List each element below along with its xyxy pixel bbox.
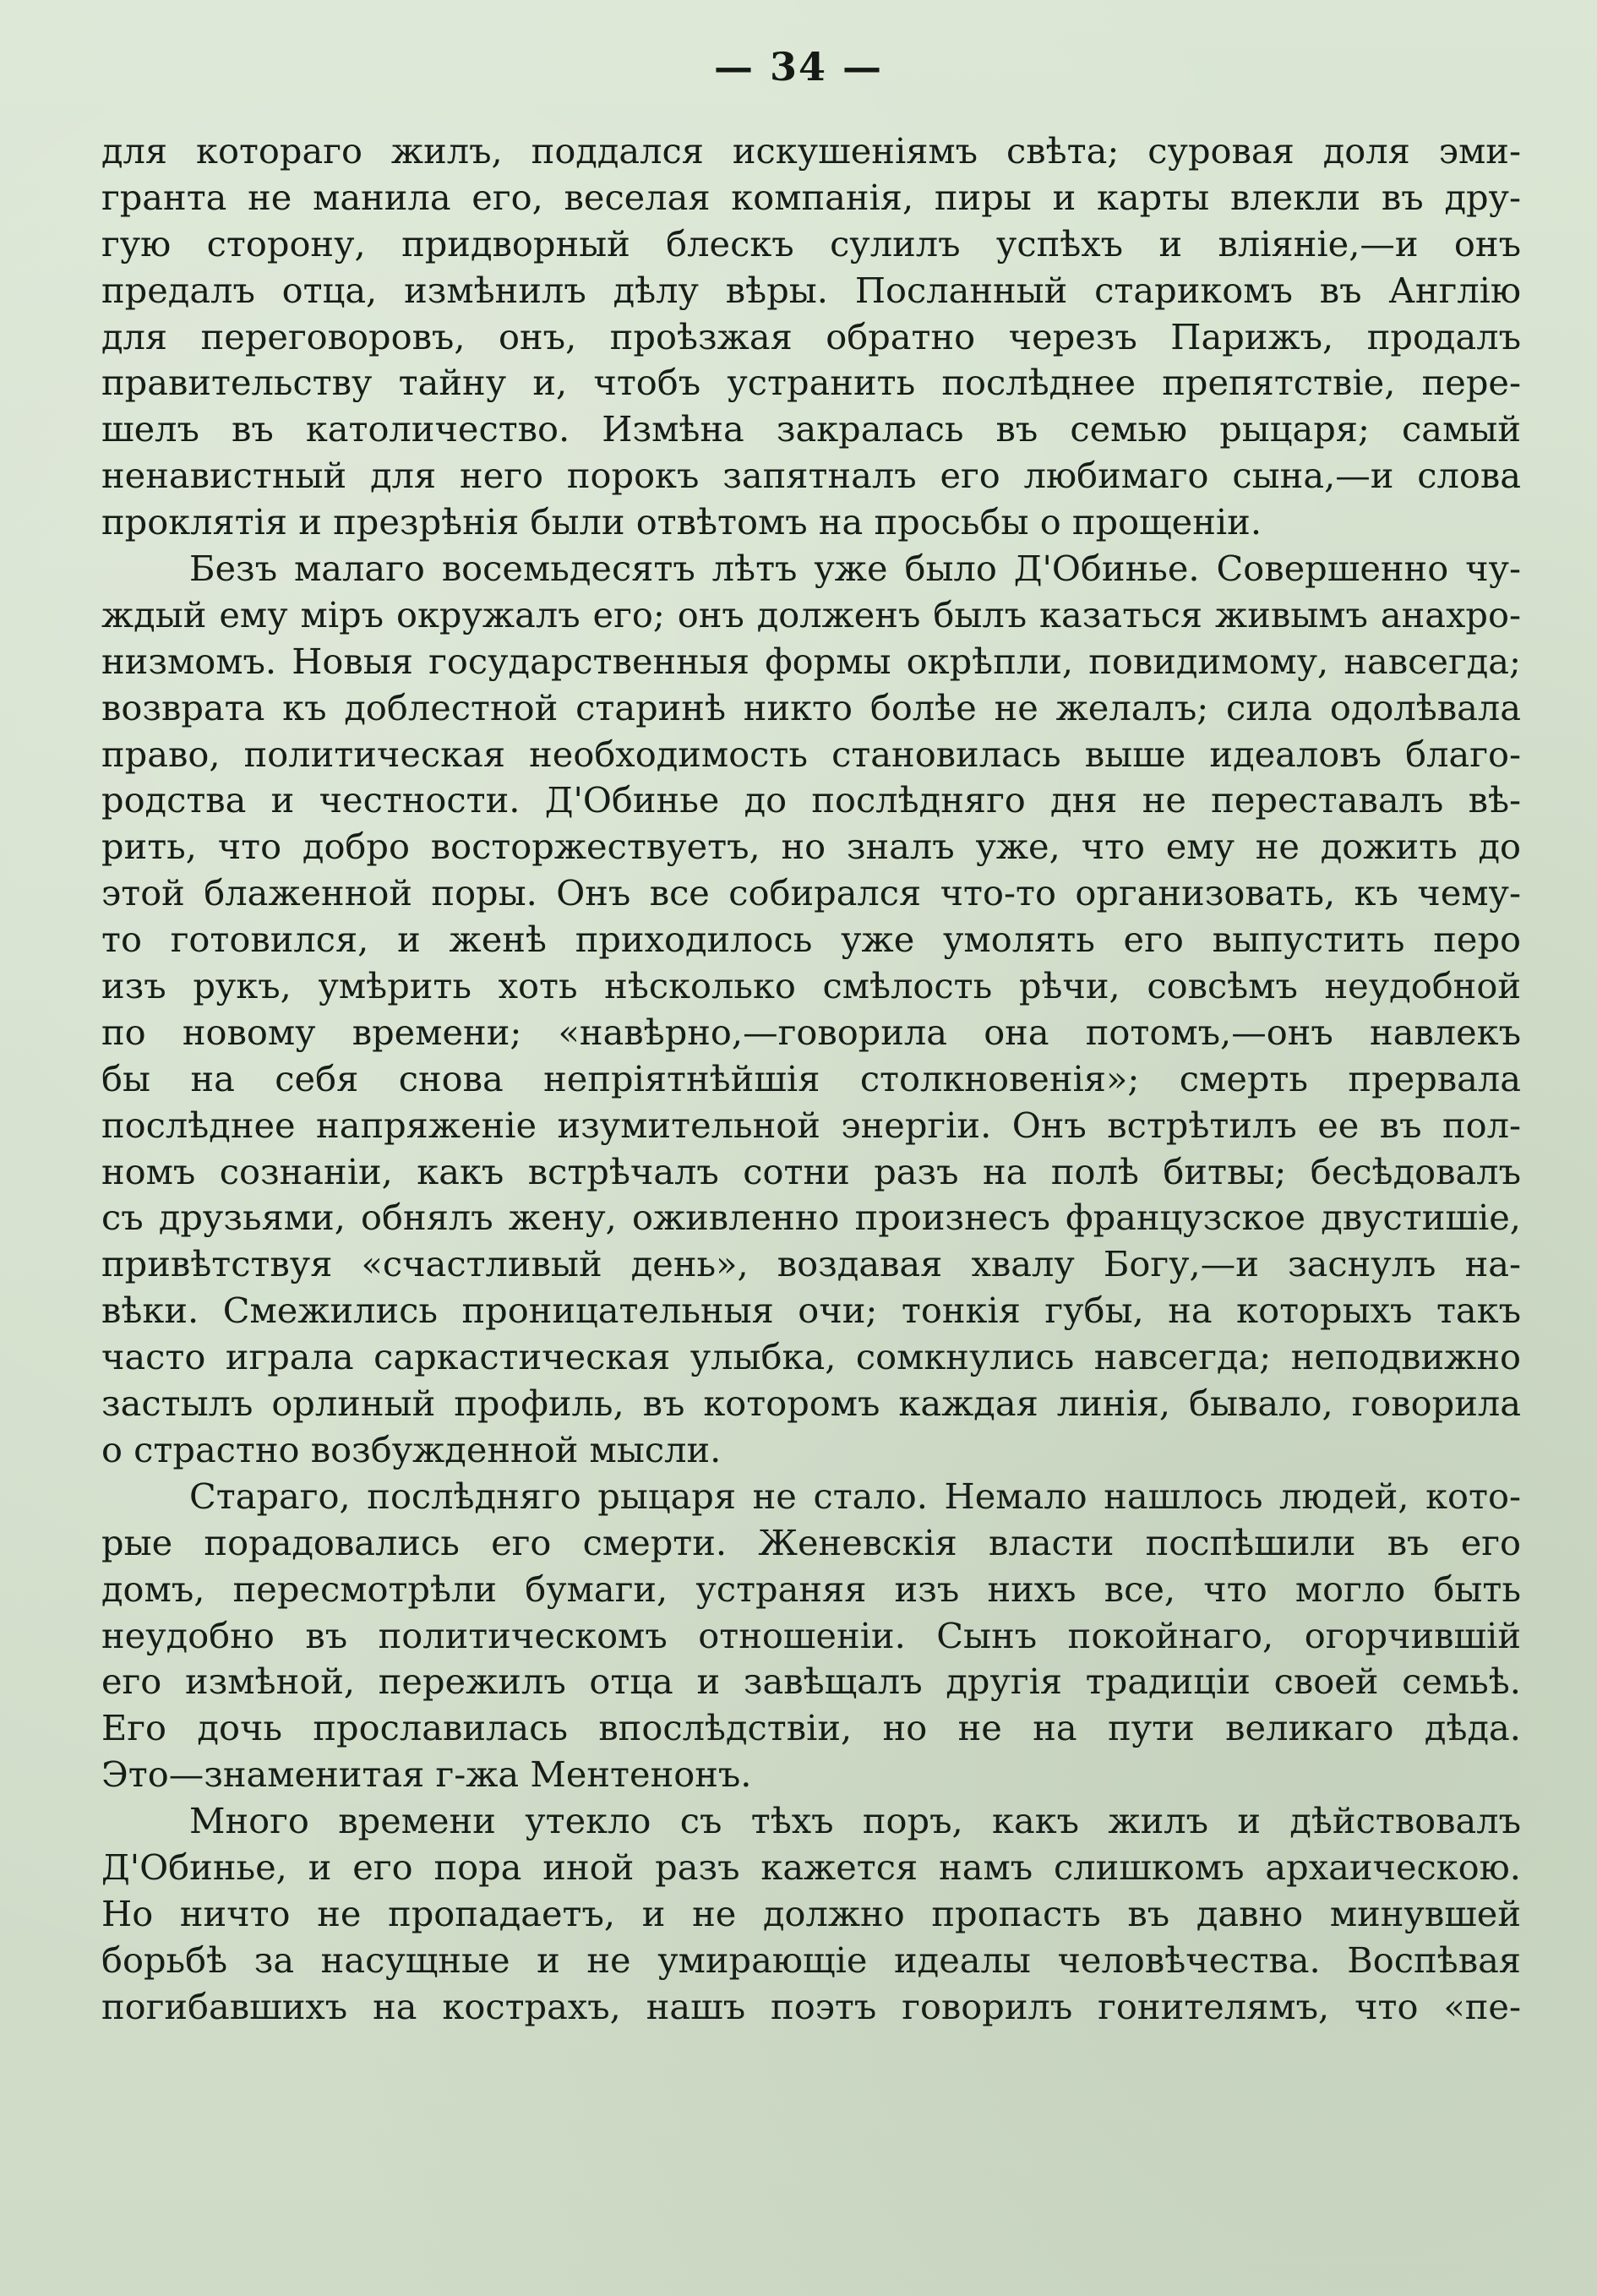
text-line: Но ничто не пропадаетъ, и не должно пропасть въ давно минувшей bbox=[101, 1892, 1521, 1934]
text-line: застылъ орлиный профиль, въ которомъ каждая линія, бывало, говорила bbox=[101, 1383, 1521, 1425]
text-line: возврата къ доблестной старинѣ никто болѣе не желалъ; сила одолѣвала bbox=[101, 686, 1521, 728]
text-line: предалъ отца, измѣнилъ дѣлу вѣры. Посланный старикомъ въ Англію bbox=[101, 269, 1521, 311]
text-line: съ друзьями, обнялъ жену, оживленно произнесъ французское двустишіе, bbox=[101, 1197, 1521, 1239]
text-line: борьбѣ за насущные и не умирающіе идеалы человѣчества. Воспѣвая bbox=[101, 1939, 1521, 1981]
text-line: ненавистный для него порокъ запятналъ его любимаго сына,—и слова bbox=[101, 455, 1521, 497]
text-line: рить, что добро восторжествуетъ, но зналъ уже, что ему не дожить до bbox=[101, 826, 1521, 868]
text-line: этой блаженной поры. Онъ все собирался что-то организовать, къ чему- bbox=[101, 872, 1521, 914]
text-line: домъ, пересмотрѣли бумаги, устраняя изъ нихъ все, что могло быть bbox=[101, 1568, 1521, 1610]
text-line: гранта не манила его, веселая компанія, пиры и карты влекли въ дру- bbox=[101, 176, 1521, 218]
text-line: изъ рукъ, умѣрить хоть нѣсколько смѣлость рѣчи, совсѣмъ неудобной bbox=[101, 965, 1521, 1007]
text-line: по новому времени; «навѣрно,—говорила она потомъ,—онъ навлекъ bbox=[101, 1011, 1521, 1053]
text-line: номъ сознаніи, какъ встрѣчалъ сотни разъ на полѣ битвы; бесѣдовалъ bbox=[101, 1150, 1521, 1192]
text-line: для переговоровъ, онъ, проѣзжая обратно черезъ Парижъ, продалъ bbox=[101, 315, 1521, 357]
text-line: Стараго, послѣдняго рыцаря не стало. Немало нашлось людей, кото- bbox=[189, 1475, 1521, 1517]
text-line: его измѣной, пережилъ отца и завѣщалъ другія традиціи своей семьѣ. bbox=[101, 1661, 1521, 1703]
text-line: часто играла саркастическая улыбка, сомкнулись навсегда; неподвижно bbox=[101, 1336, 1521, 1378]
text-line: бы на себя снова непріятнѣйшія столкновенія»; смерть прервала bbox=[101, 1057, 1521, 1099]
text-line: то готовился, и женѣ приходилось уже умолять его выпустить перо bbox=[101, 919, 1521, 961]
text-line: вѣки. Смежились проницательныя очи; тонкія губы, на которыхъ такъ bbox=[101, 1290, 1521, 1332]
text-line: привѣтствуя «счастливый день», воздавая хвалу Богу,—и заснулъ на- bbox=[101, 1243, 1521, 1285]
page-number: — 34 — bbox=[713, 44, 884, 90]
text-line: погибавшихъ на кострахъ, нашъ поэтъ говорилъ гонителямъ, что «пе- bbox=[101, 1985, 1521, 2027]
text-line: проклятія и презрѣнія были отвѣтомъ на просьбы о прощеніи. bbox=[101, 501, 1262, 543]
text-line: право, политическая необходимость становилась выше идеаловъ благо- bbox=[101, 733, 1521, 775]
text-line: Это—знаменитая г-жа Ментенонъ. bbox=[101, 1753, 752, 1796]
text-line: о страстно возбужденной мысли. bbox=[101, 1428, 722, 1470]
text-line: для котораго жилъ, поддался искушеніямъ свѣта; суровая доля эми- bbox=[101, 130, 1521, 172]
text-line: Много времени утекло съ тѣхъ поръ, какъ жилъ и дѣйствовалъ bbox=[189, 1800, 1521, 1842]
text-line: гую сторону, придворный блескъ сулилъ успѣхъ и вліяніе,—и онъ bbox=[101, 222, 1521, 265]
text-line: Д'Обинье, и его пора иной разъ кажется намъ слишкомъ архаическою. bbox=[101, 1846, 1521, 1888]
text-line: рые порадовались его смерти. Женевскія власти поспѣшили въ его bbox=[101, 1521, 1521, 1563]
text-line: правительству тайну и, чтобъ устранить послѣднее препятствіе, пере- bbox=[101, 362, 1521, 404]
text-line: послѣднее напряженіе изумительной энергіи. Онъ встрѣтилъ ее въ пол- bbox=[101, 1104, 1521, 1146]
text-line: неудобно въ политическомъ отношеніи. Сынъ покойнаго, огорчившій bbox=[101, 1614, 1521, 1656]
text-line: ждый ему міръ окружалъ его; онъ долженъ былъ казаться живымъ анахро- bbox=[101, 593, 1521, 635]
body-text bbox=[101, 128, 1521, 2031]
text-line: Его дочь прославилась впослѣдствіи, но не на пути великаго дѣда. bbox=[101, 1707, 1521, 1749]
text-line: родства и честности. Д'Обинье до послѣдняго дня не переставалъ вѣ- bbox=[101, 779, 1521, 821]
text-line: Безъ малаго восемьдесятъ лѣтъ уже было Д'Обинье. Совершенно чу- bbox=[189, 548, 1521, 590]
text-line: шелъ въ католичество. Измѣна закралась въ семью рыцаря; самый bbox=[101, 408, 1521, 450]
text-line: низмомъ. Новыя государственныя формы окрѣпли, повидимому, навсегда; bbox=[101, 640, 1521, 682]
